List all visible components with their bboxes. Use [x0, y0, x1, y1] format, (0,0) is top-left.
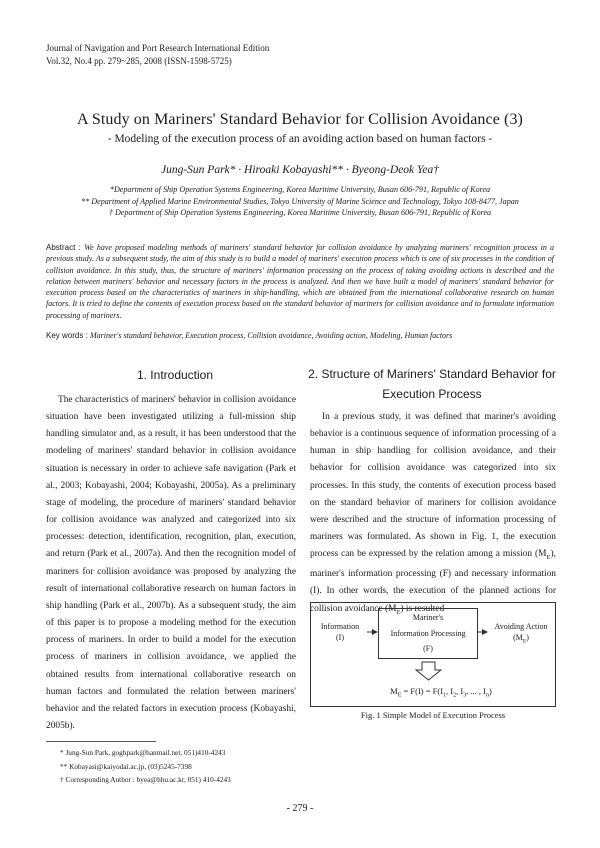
figure-output-symbol: $(M_E)$ — [513, 633, 529, 645]
figure-1 — [310, 602, 556, 707]
figure-output-node — [487, 621, 555, 648]
figure-output-label: Avoiding Action — [494, 622, 548, 631]
section-2-heading — [302, 364, 562, 404]
section-2-heading-line: 2. Structure of Mariners' Standard Behavior for — [308, 367, 556, 381]
section-2-heading-line: Execution Process — [382, 387, 482, 401]
section-2-body — [310, 409, 556, 621]
section-1-body: The characteristics of mariners' behavior in collision avoidance situation have been investigated utilizing a full-mission ship handling simulator and, as a result, it has been understood that the modeling of mariners' standard behavior in collision avoidance situation is necessary in order to achieve safe navigation (Park et al., 2003; Kobayashi, 2004; Kobayashi, 2005a). As a preliminary stage of modeling, the procedure of mariners' standard behavior for collision avoidance was analyzed and categorized into six processes: detection, identification, recognition, plan, execution, and return (Park et al., 2007a). And then the recognition model of mariners for collision avoidance was proposed by analyzing the result of international collaborative research on human factors in ship handling (Park et al., 2007b). As a subsequent study, the aim of this paper is to propose a modeling method for the execution process of mariners. In order to build a model for the execution process of mariners in collision avoidance, we applied the obtained results from international collaborative research on human factors and formulated the relation between mariners' behavior and the related factors in execution process (Kobayashi, 2005b). — [46, 395, 296, 731]
subscript: E — [546, 554, 551, 562]
affiliations — [20, 184, 580, 219]
abstract-label: Abstract : — [46, 243, 85, 252]
figure-caption: Fig. 1 Simple Model of Execution Process — [360, 710, 506, 720]
body-text: In a previous study, it was defined that mariner's avoiding behavior is a continuous sequence of information processing of a human in ship handling for collision avoidance, and their behavior for collision avoidance was categorized into six processes. In this study, the contents of execution process based on the standard behavior of mariners for collision avoidance were described and the structure of information processing of mariners was formulated. As shown in Fig. 1, the execution process can be expressed by the relation among a mission (M — [310, 412, 556, 560]
paper-subtitle: - Modeling of the execution process of an avoiding action based on human factors - — [107, 133, 493, 145]
footnote: ** Kobayasi@kaiyodai.ac.jp, (03)5245-7398 — [60, 761, 192, 771]
paper-title: A Study on Mariners' Standard Behavior for Collision Avoidance (3) — [76, 111, 523, 128]
subscript: E — [396, 608, 401, 616]
abstract — [46, 242, 554, 321]
keywords-label: Key words : — [46, 331, 91, 340]
author-list: Jung-Sun Park* · Hiroaki Kobayashi** · Byeong-Deok Yea† — [161, 164, 439, 176]
journal-header — [46, 42, 269, 68]
figure-process-box — [378, 608, 478, 659]
body-text: ) is resulted — [400, 603, 445, 614]
body-text: ), mariner's information processing (F) and necessary information (I). In other words, the execution of the planned actions for collision avoidance (M — [310, 549, 556, 614]
figure-input-symbol: (I) — [336, 633, 344, 642]
footnote-rule — [46, 741, 156, 742]
keywords-text: Mariner's standard behavior, Execution process, Collision avoidance, Avoiding action, Modeling, Human factors — [90, 331, 453, 340]
affiliation: *Department of Ship Operation Systems Engineering, Korea Maritime University, Busan 606-791, Republic of Korea — [109, 185, 491, 194]
figure-box-label: Information Processing — [390, 629, 466, 638]
figure-input-label: Information — [320, 622, 360, 631]
page-number: - 279 - — [286, 803, 314, 814]
abstract-text: We have proposed modeling methods of mariners' standard behavior for collision avoidance by analyzing mariners' recognition process in a previous study. As a subsequent study, the aim of this study is to build a model of mariners' execution process which is one of six processes in the condition of collision avoidance. In this study, thus, the structure of mariners' information processing on the process of taking avoiding actions is described and the relation between mariners' behavior and necessary factors in the process is analyzed. And then we have built a model of mariners' standard behavior for execution process based on the characteristics of mariners in ship-handling, which are obtained from the international collaborative research on human factors. It is tried to define the contents of execution process based on the standard behavior of mariners for collision avoidance and to formulate information processing of mariners. — [46, 243, 554, 320]
journal-name: Journal of Navigation and Port Research International Edition — [46, 43, 270, 53]
section-1-heading: 1. Introduction — [136, 368, 214, 382]
down-arrow-icon — [416, 662, 441, 680]
journal-volume: Vol.32, No.4 pp. 279~285, 2008 (ISSN-1598-5725) — [46, 56, 232, 66]
figure-box-label: Mariner's — [412, 613, 444, 622]
footnote: * Jung-Sun Park, goghpark@hanmail.net, 051)410-4243 — [60, 748, 226, 757]
footnote: † Corresponding Author : byea@hhu.ac.kr, 051) 410-4243 — [60, 775, 231, 784]
affiliation: ** Department of Applied Marine Environmental Studies, Tokyo University of Marine Science and Technology, Tokyo 108-8477, Japan — [81, 196, 519, 206]
keywords — [46, 331, 554, 340]
affiliation: † Department of Ship Operation Systems Engineering, Korea Maritime University, Busan 606-791, Republic of Korea — [108, 208, 492, 217]
figure-box-symbol: (F) — [423, 644, 433, 653]
figure-equation: $M_E = F(I) = F(I_1$, $I_2$, $I_3$, ... , $I_n$) — [390, 686, 492, 699]
footnotes — [60, 746, 231, 787]
